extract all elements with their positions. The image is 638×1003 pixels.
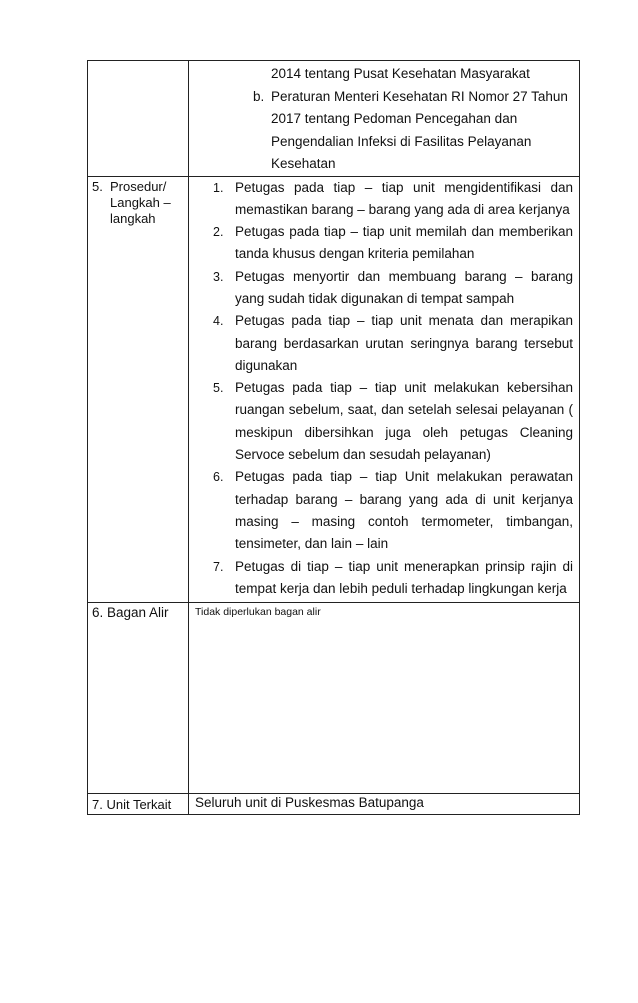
procedure-step — [189, 177, 573, 222]
step-text: Petugas pada tiap – tiap unit mengidentifikasi dan memastikan barang – barang yang ada di area kerjanya — [235, 179, 573, 217]
related-unit-text: Seluruh unit di Puskesmas Batupanga — [195, 795, 424, 811]
procedure-steps — [189, 177, 579, 603]
flowchart-cell — [189, 603, 580, 794]
procedure-label: Prosedur/ Langkah – langkah — [110, 178, 171, 226]
procedure-steps-cell — [189, 176, 580, 603]
reference-list — [189, 61, 579, 176]
reference-line — [189, 63, 571, 86]
references-cell — [189, 61, 580, 177]
reference-text: Pengendalian Infeksi di Fasilitas Pelayanan — [271, 133, 532, 149]
step-number: 3. — [213, 269, 224, 284]
flowchart-label: 6. Bagan Alir — [88, 603, 189, 794]
step-number: 1. — [213, 180, 224, 195]
procedure-row — [88, 176, 580, 603]
step-number: 2. — [213, 225, 224, 240]
related-unit-label: 7. Unit Terkait — [88, 794, 189, 815]
procedure-label-cell — [88, 176, 189, 603]
step-text: Petugas pada tiap – tiap unit menata dan merapikan barang berdasarkan urutan seringnya barang tersebut digunakan — [235, 313, 573, 373]
step-text: Petugas di tiap – tiap unit menerapkan prinsip rajin di tempat kerja dan lebih peduli terhadap lingkungan kerja — [235, 558, 573, 596]
reference-text: 2017 tentang Pedoman Pencegahan dan — [271, 111, 518, 126]
step-text: Petugas pada tiap – tiap Unit melakukan perawatan terhadap barang – barang yang ada di unit kerjanya masing – masing contoh termometer, timbangan, tensimeter, dan lain – lain — [235, 469, 573, 552]
step-text: Petugas pada tiap – tiap unit memilah dan memberikan tanda khusus dengan kriteria pemilahan — [235, 224, 573, 262]
related-unit-cell — [189, 794, 580, 815]
step-number: 5. — [213, 381, 224, 396]
flowchart-text: Tidak diperlukan bagan alir — [195, 606, 321, 619]
reference-text: Kesehatan — [271, 156, 336, 171]
step-text: Petugas pada tiap – tiap unit melakukan kebersihan ruangan sebelum, saat, dan setelah selesai pelayanan ( meskipun dibersihkan juga oleh petugas Cleaning Servoce sebelum dan sesudah pelayanan) — [235, 380, 573, 463]
related-unit-row — [88, 794, 580, 815]
procedure-step — [189, 556, 573, 601]
step-number: 7. — [213, 559, 224, 574]
procedure-step — [189, 377, 573, 466]
references-row — [88, 61, 580, 177]
procedure-step — [189, 466, 573, 555]
procedure-step — [189, 221, 573, 266]
procedure-step — [189, 310, 573, 377]
reference-line — [189, 153, 571, 176]
step-text: Petugas menyortir dan membuang barang – barang yang sudah tidak digunakan di tempat sampah — [235, 268, 573, 306]
reference-text: 2014 tentang Pusat Kesehatan Masyarakat — [271, 66, 530, 81]
procedure-step — [189, 266, 573, 311]
reference-line — [189, 108, 571, 131]
reference-text: Peraturan Menteri Kesehatan RI Nomor 27 Tahun — [271, 88, 568, 104]
flowchart-row — [88, 603, 580, 794]
step-number: 4. — [213, 314, 224, 329]
sop-table — [87, 60, 580, 815]
references-label-cell — [88, 61, 189, 177]
reference-line — [189, 131, 571, 154]
procedure-number: 5. — [92, 178, 103, 194]
reference-line — [189, 86, 571, 109]
step-number: 6. — [213, 470, 224, 485]
reference-letter: b. — [253, 88, 265, 104]
